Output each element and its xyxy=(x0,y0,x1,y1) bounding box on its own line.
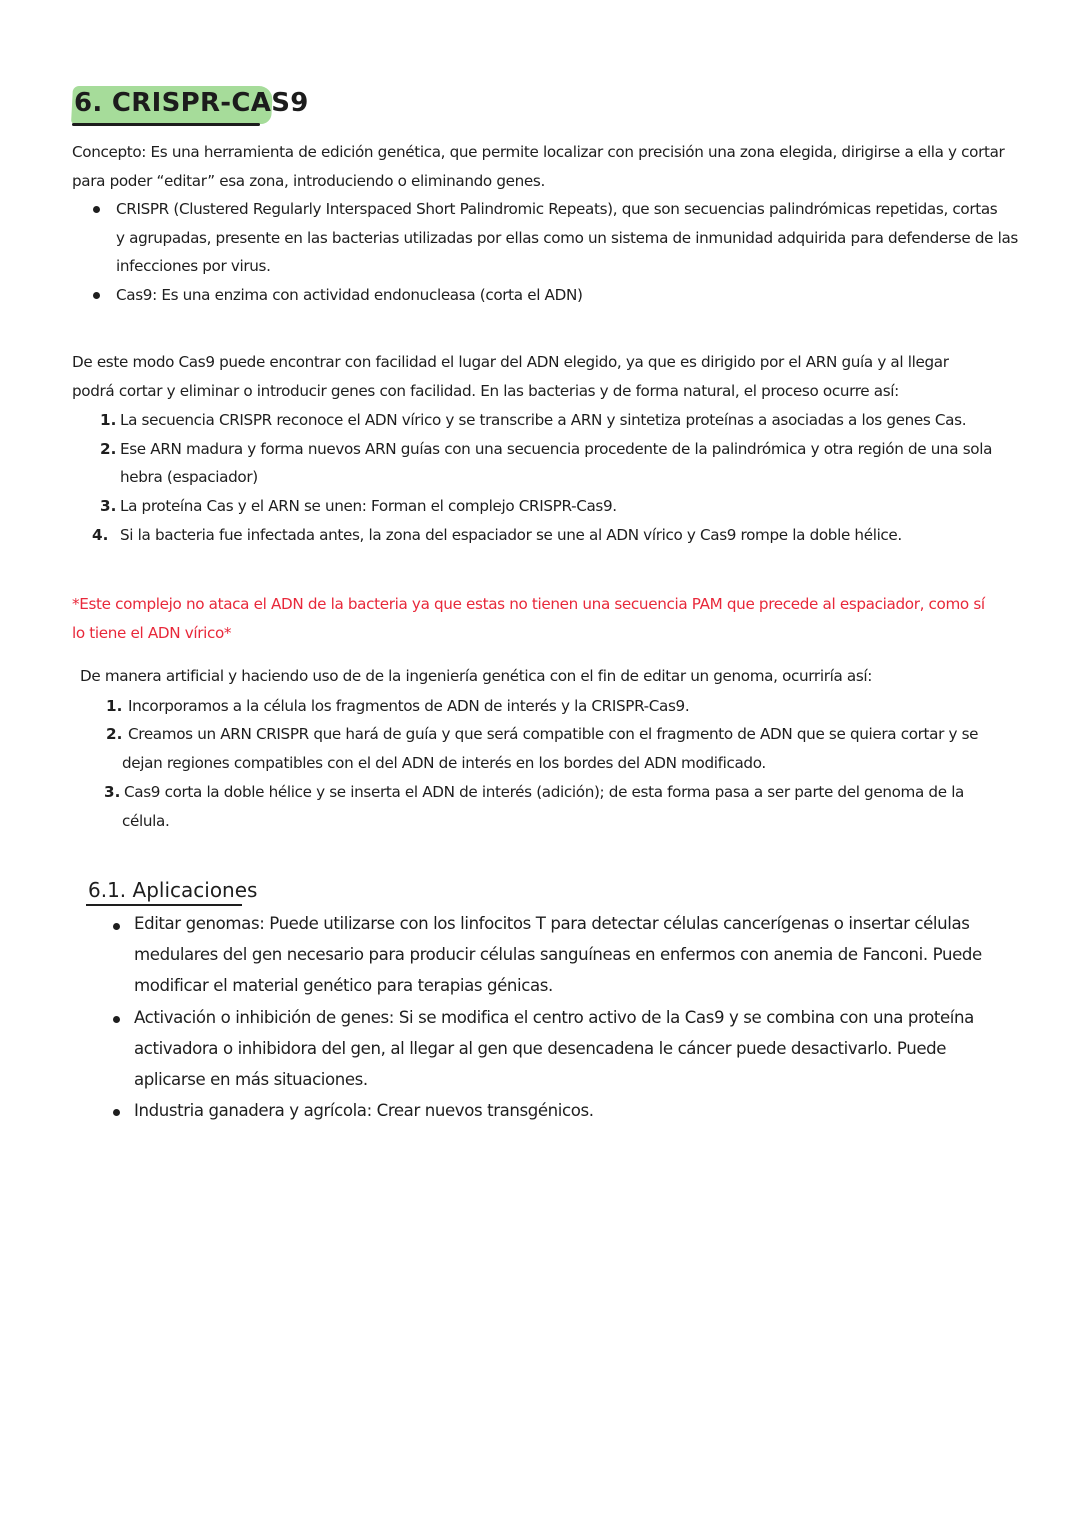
natural-step-2-line-2: hebra (espaciador) xyxy=(120,468,258,486)
note-line-1: *Este complejo no ataca el ADN de la bacteria ya que estas no tienen una secuencia PAM que precede al espaciador, como sí xyxy=(72,595,985,613)
step-number: 1. xyxy=(100,411,117,429)
natural-step-3: La proteína Cas y el ARN se unen: Forman el complejo CRISPR-Cas9. xyxy=(120,497,617,515)
bullet-dot xyxy=(93,206,100,213)
natural-intro-line-1: De este modo Cas9 puede encontrar con facilidad el lugar del ADN elegido, ya que es dirigido por el ARN guía y al llegar xyxy=(72,353,949,371)
app-activation-line-3: aplicarse en más situaciones. xyxy=(134,1070,368,1089)
applications-title: 6.1. Aplicaciones xyxy=(88,878,258,902)
def-crispr-line-2: y agrupadas, presente en las bacterias utilizadas por ellas como un sistema de inmunidad adquirida para defenderse de las xyxy=(116,229,1018,247)
def-crispr-line-1: CRISPR (Clustered Regularly Interspaced Short Palindromic Repeats), que son secuencias palindrómicas repetidas, cortas xyxy=(116,200,998,218)
natural-step-1: La secuencia CRISPR reconoce el ADN vírico y se transcribe a ARN y sintetiza proteínas a asociadas a los genes Cas. xyxy=(120,411,967,429)
artificial-intro: De manera artificial y haciendo uso de de la ingeniería genética con el fin de editar un genoma, ocurriría así: xyxy=(80,667,873,685)
concept-line-1: Concepto: Es una herramienta de edición genética, que permite localizar con precisión una zona elegida, dirigirse a ella y cortar xyxy=(72,143,1005,161)
app-edit-line-2: medulares del gen necesario para producir células sanguíneas en enfermos con anemia de Fanconi. Puede xyxy=(134,945,982,964)
app-activation-line-1: Activación o inhibición de genes: Si se modifica el centro activo de la Cas9 y se combina con una proteína xyxy=(134,1008,974,1027)
natural-intro-line-2: podrá cortar y eliminar o introducir genes con facilidad. En las bacterias y de forma natural, el proceso ocurre así: xyxy=(72,382,899,400)
step-number: 2. xyxy=(100,440,117,458)
app-edit-line-1: Editar genomas: Puede utilizarse con los linfocitos T para detectar células cancerígenas o insertar células xyxy=(134,914,970,933)
step-number: 4. xyxy=(92,526,109,544)
app-industry-line: Industria ganadera y agrícola: Crear nuevos transgénicos. xyxy=(134,1101,594,1120)
section-title xyxy=(72,84,309,128)
artificial-step-1: Incorporamos a la célula los fragmentos de ADN de interés y la CRISPR-Cas9. xyxy=(128,697,690,715)
step-number: 3. xyxy=(104,783,121,801)
step-number: 1. xyxy=(106,697,123,715)
natural-step-2-line-1: Ese ARN madura y forma nuevos ARN guías con una secuencia procedente de la palindrómica y otra región de una sola xyxy=(120,440,993,458)
artificial-step-2-line-2: dejan regiones compatibles con el del ADN de interés en los bordes del ADN modificado. xyxy=(122,754,766,772)
note-line-2: lo tiene el ADN vírico* xyxy=(72,624,232,642)
natural-step-4: Si la bacteria fue infectada antes, la zona del espaciador se une al ADN vírico y Cas9 rompe la doble hélice. xyxy=(120,526,902,544)
bullet-dot xyxy=(113,923,120,930)
page-title: 6. CRISPR-CAS9 xyxy=(74,88,309,118)
def-crispr-line-3: infecciones por virus. xyxy=(116,257,271,275)
bullet-dot xyxy=(93,292,100,299)
step-number: 3. xyxy=(100,497,117,515)
def-cas9-line: Cas9: Es una enzima con actividad endonucleasa (corta el ADN) xyxy=(116,286,583,304)
bullet-dot xyxy=(113,1016,120,1023)
app-edit-line-3: modificar el material genético para terapias génicas. xyxy=(134,976,553,995)
title-underline xyxy=(72,123,260,126)
artificial-step-3-line-2: célula. xyxy=(122,812,170,830)
concept-line-2: para poder “editar” esa zona, introduciendo o eliminando genes. xyxy=(72,172,545,190)
artificial-step-3-line-1: Cas9 corta la doble hélice y se inserta el ADN de interés (adición); de esta forma pasa a ser parte del genoma de la xyxy=(124,783,965,801)
app-activation-line-2: activadora o inhibidora del gen, al llegar al gen que desencadena le cáncer puede desactivarlo. Puede xyxy=(134,1039,947,1058)
artificial-step-2-line-1: Creamos un ARN CRISPR que hará de guía y que será compatible con el fragmento de ADN que se quiera cortar y se xyxy=(128,725,979,743)
bullet-dot xyxy=(113,1109,120,1116)
step-number: 2. xyxy=(106,725,123,743)
applications-underline xyxy=(86,904,242,906)
